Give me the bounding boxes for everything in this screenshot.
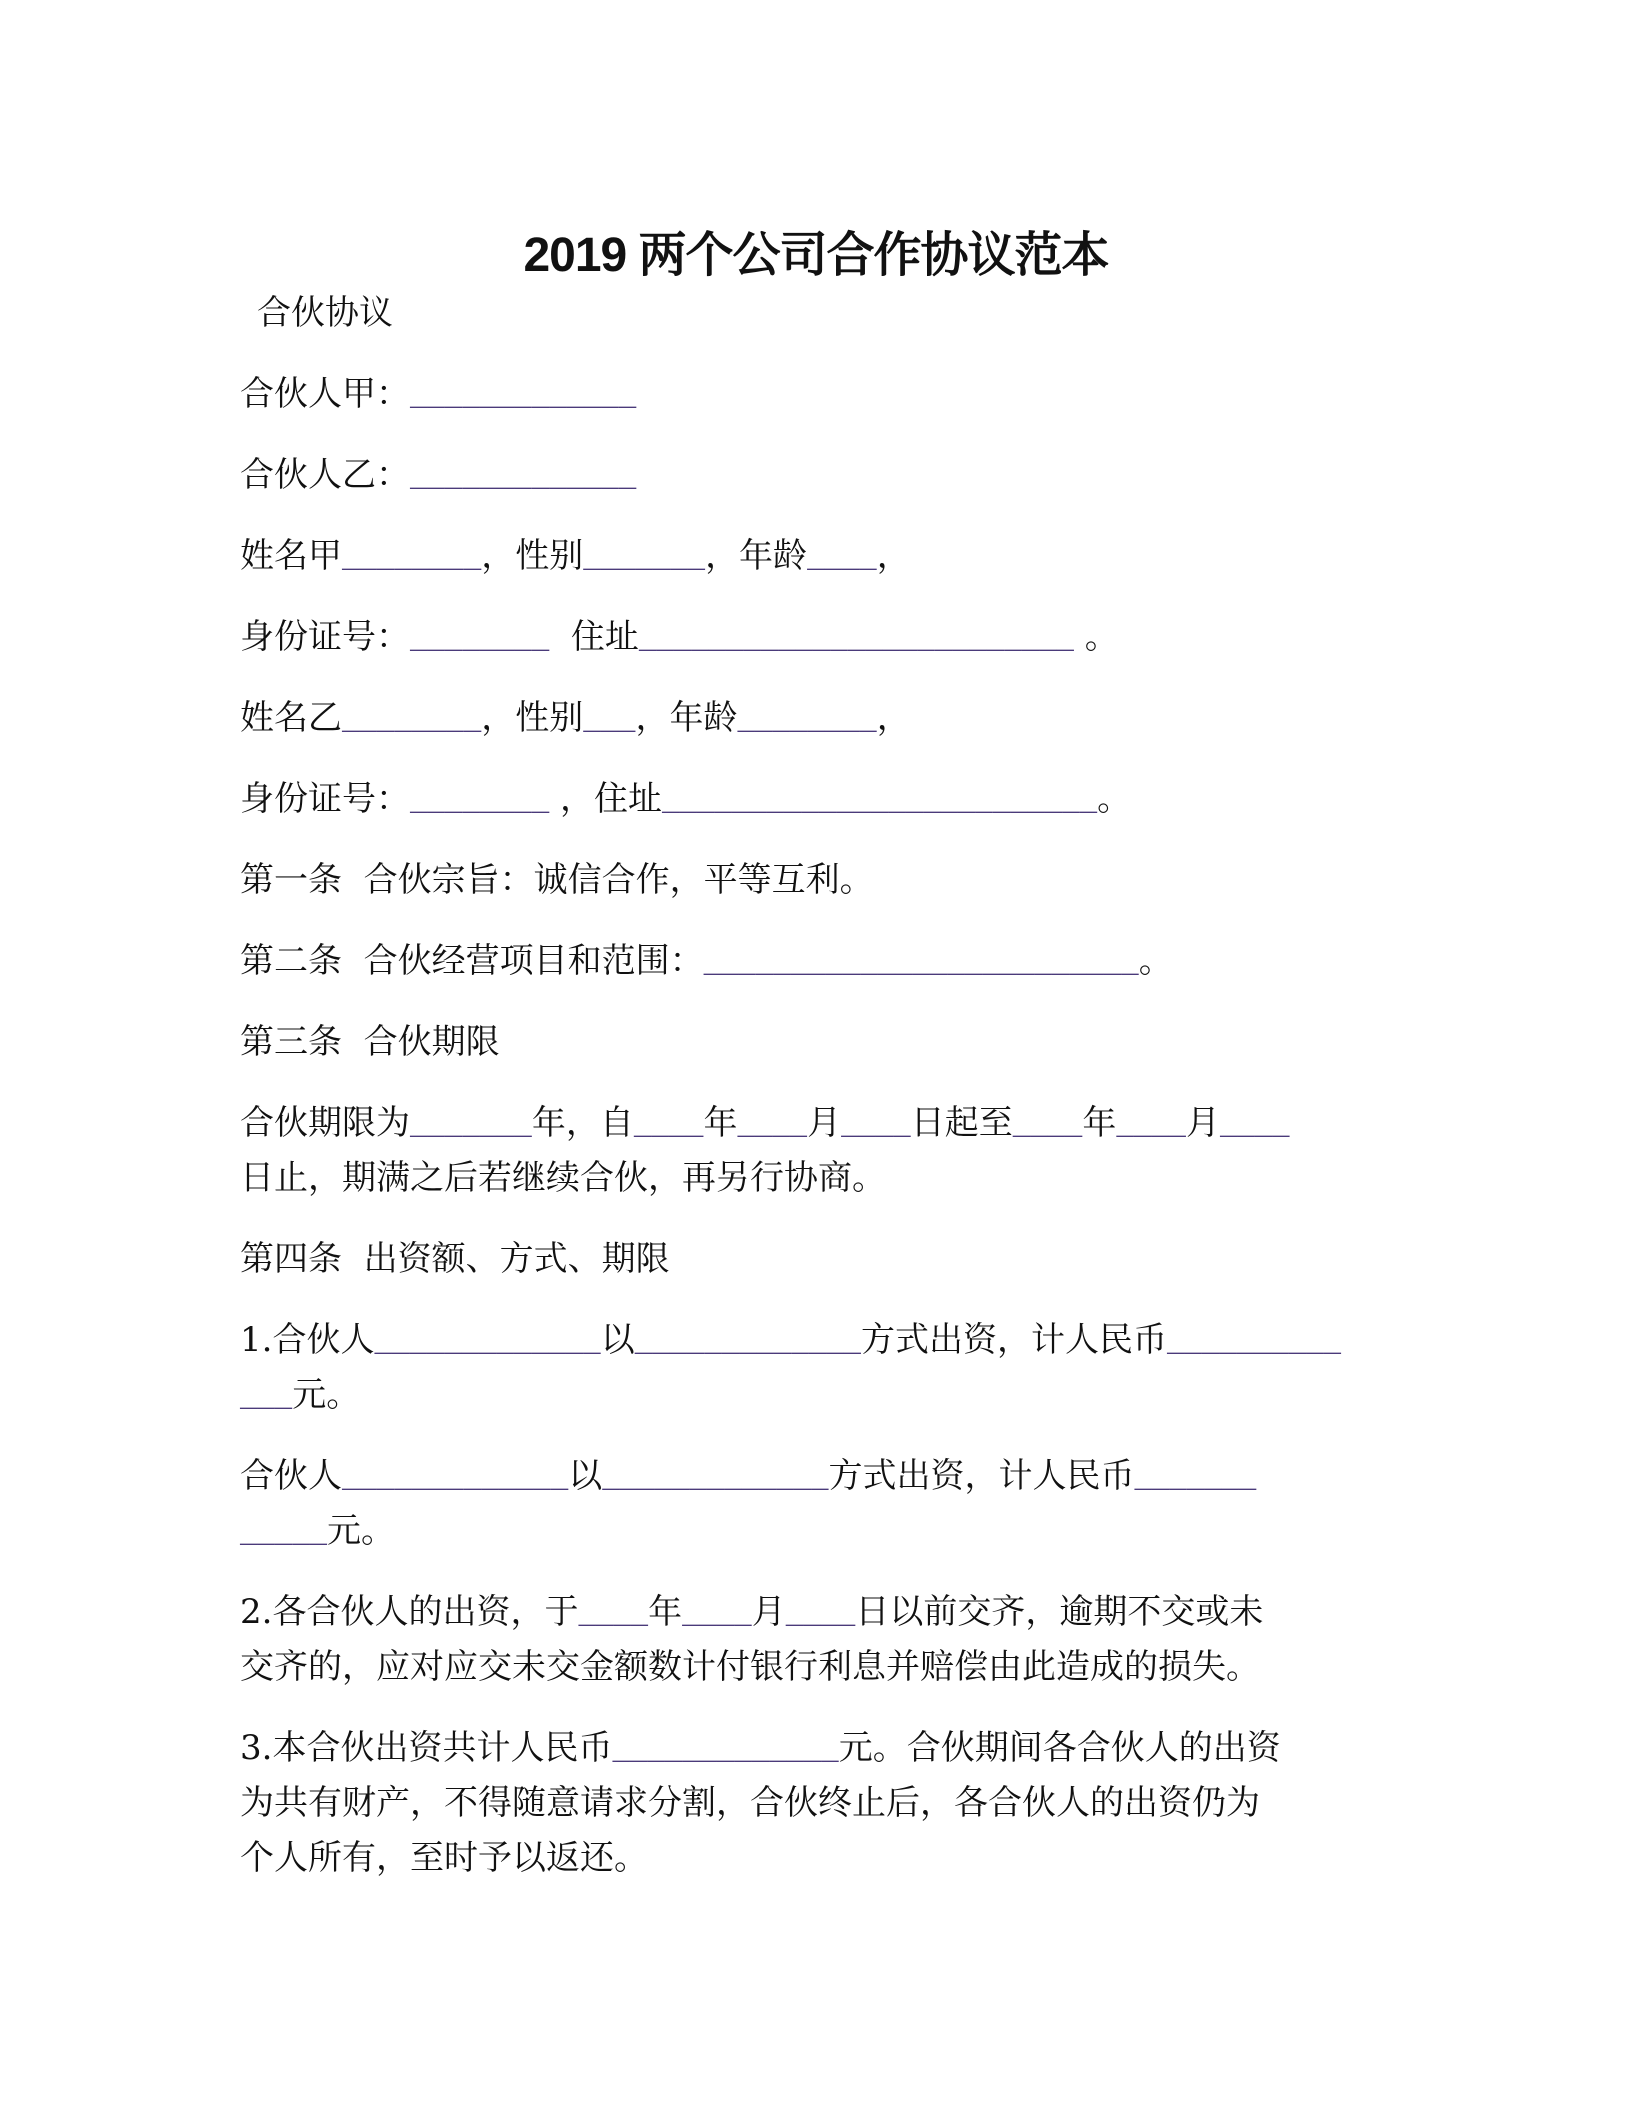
text-segment: 方式出资，计人民币 bbox=[860, 1320, 1167, 1360]
text-line bbox=[240, 1776, 1400, 1831]
fill-in-blank: ____ bbox=[1116, 1110, 1186, 1143]
text-line bbox=[240, 1368, 1400, 1423]
text-segment: 合伙人甲： bbox=[240, 374, 410, 414]
text-segment: ，性别 bbox=[481, 536, 584, 576]
text-segment: 年 bbox=[703, 1103, 738, 1143]
text-segment: 第三条 合伙期限 bbox=[240, 1022, 500, 1062]
text-segment: ，住址 bbox=[549, 779, 663, 819]
fill-in-blank: ____ bbox=[737, 1110, 808, 1143]
fill-in-blank: _____________ bbox=[612, 1735, 839, 1768]
fill-in-blank: ____ bbox=[633, 1110, 704, 1143]
paragraph bbox=[240, 529, 1400, 584]
text-line bbox=[240, 691, 1400, 746]
fill-in-blank: ________ bbox=[342, 705, 482, 738]
text-segment: 3.本合伙出资共计人民币 bbox=[240, 1728, 613, 1768]
fill-in-blank: ________ bbox=[342, 543, 482, 576]
paragraph bbox=[240, 772, 1400, 827]
text-line bbox=[240, 934, 1400, 989]
document-title: 2019 两个公司合作协议范本 bbox=[523, 229, 1109, 283]
fill-in-blank: ________ bbox=[737, 705, 877, 738]
text-segment: 方式出资，计人民币 bbox=[828, 1456, 1135, 1496]
fill-in-blank: __________ bbox=[1166, 1327, 1341, 1360]
fill-in-blank: ____ bbox=[807, 543, 877, 576]
fill-in-blank: _____________ bbox=[602, 1463, 829, 1496]
paragraph bbox=[240, 853, 1400, 908]
text-segment: 年，自 bbox=[531, 1103, 634, 1143]
text-segment: 个人所有，至时予以返还。 bbox=[240, 1838, 648, 1878]
text-line bbox=[240, 772, 1400, 827]
text-segment: ，性别 bbox=[481, 698, 584, 738]
text-line bbox=[240, 1313, 1400, 1368]
text-segment: 元。 bbox=[327, 1511, 396, 1551]
fill-in-blank: _______ bbox=[410, 1110, 532, 1143]
paragraph bbox=[240, 286, 1400, 341]
text-line bbox=[240, 1096, 1400, 1151]
text-segment: 身份证号： bbox=[240, 779, 410, 819]
text-line bbox=[240, 1640, 1400, 1695]
text-segment: ，年龄 bbox=[705, 536, 808, 576]
text-line bbox=[240, 1504, 1400, 1559]
fill-in-blank: _______ bbox=[1134, 1463, 1257, 1496]
text-segment: 年 bbox=[1082, 1103, 1117, 1143]
text-line bbox=[240, 1151, 1400, 1206]
paragraph bbox=[240, 448, 1400, 503]
fill-in-blank: ____ bbox=[785, 1599, 856, 1632]
text-segment: 以 bbox=[600, 1320, 635, 1360]
text-segment: 合伙人乙： bbox=[240, 455, 410, 495]
text-line bbox=[240, 529, 1400, 584]
text-line bbox=[240, 1585, 1400, 1640]
fill-in-blank: ____ bbox=[1219, 1110, 1290, 1143]
text-segment: ，年龄 bbox=[635, 698, 738, 738]
fill-in-blank: ____ bbox=[1012, 1110, 1083, 1143]
text-line bbox=[240, 1015, 1400, 1070]
paragraph bbox=[240, 1585, 1400, 1695]
text-segment: 1.合伙人 bbox=[240, 1320, 375, 1360]
text-line bbox=[240, 1831, 1400, 1886]
fill-in-blank: _________________________ bbox=[638, 624, 1074, 657]
document-body bbox=[240, 286, 1400, 1912]
paragraph bbox=[240, 610, 1400, 665]
fill-in-blank: ____ bbox=[841, 1110, 911, 1143]
text-segment: 元。合伙期间各合伙人的出资 bbox=[838, 1728, 1281, 1768]
text-segment: 第二条 合伙经营项目和范围： bbox=[240, 941, 704, 981]
text-segment: ， bbox=[876, 698, 911, 738]
text-segment: 。 bbox=[1097, 779, 1132, 819]
text-segment: 日止，期满之后若继续合伙，再另行协商。 bbox=[240, 1158, 886, 1198]
text-segment: 年 bbox=[648, 1592, 683, 1632]
text-segment: ， bbox=[876, 536, 911, 576]
text-segment: 交齐的，应对应交未交金额数计付银行利息并赔偿由此造成的损失。 bbox=[240, 1647, 1260, 1687]
text-segment: 姓名甲 bbox=[240, 536, 342, 576]
paragraph bbox=[240, 1721, 1400, 1886]
text-line bbox=[240, 1721, 1400, 1776]
text-segment: 姓名乙 bbox=[240, 698, 342, 738]
fill-in-blank: ___ bbox=[583, 705, 636, 738]
fill-in-blank: _____________ bbox=[410, 462, 637, 495]
fill-in-blank: _____________ bbox=[374, 1327, 601, 1360]
text-line bbox=[257, 286, 1400, 341]
fill-in-blank: _____________ bbox=[410, 381, 637, 414]
text-segment: 。 bbox=[1073, 617, 1119, 657]
text-segment: 第一条 合伙宗旨：诚信合作，平等互利。 bbox=[240, 860, 874, 900]
text-segment: 日起至 bbox=[910, 1103, 1013, 1143]
text-segment: 日以前交齐，逾期不交或未 bbox=[855, 1592, 1264, 1632]
fill-in-blank: _____________ bbox=[342, 1463, 569, 1496]
text-segment: 月 bbox=[807, 1103, 842, 1143]
text-segment: 合伙人 bbox=[240, 1456, 342, 1496]
text-line bbox=[240, 610, 1400, 665]
fill-in-blank: ____ bbox=[578, 1599, 649, 1632]
text-segment: 月 bbox=[751, 1592, 786, 1632]
paragraph bbox=[240, 1015, 1400, 1070]
text-line bbox=[240, 367, 1400, 422]
paragraph bbox=[240, 1313, 1400, 1423]
text-segment: 住址 bbox=[549, 617, 639, 657]
fill-in-blank: _________________________ bbox=[662, 786, 1098, 819]
fill-in-blank: ____ bbox=[682, 1599, 752, 1632]
text-segment: 为共有财产，不得随意请求分割，合伙终止后，各合伙人的出资仍为 bbox=[240, 1783, 1260, 1823]
paragraph bbox=[240, 1449, 1400, 1559]
text-segment: 2.各合伙人的出资，于 bbox=[240, 1592, 579, 1632]
text-segment: 身份证号： bbox=[240, 617, 410, 657]
text-line bbox=[240, 448, 1400, 503]
fill-in-blank: ________ bbox=[410, 624, 550, 657]
text-line bbox=[240, 853, 1400, 908]
paragraph bbox=[240, 1096, 1400, 1206]
text-line bbox=[240, 1449, 1400, 1504]
fill-in-blank: _____________ bbox=[634, 1327, 861, 1360]
paragraph bbox=[240, 367, 1400, 422]
text-segment: 第四条 出资额、方式、期限 bbox=[240, 1239, 670, 1279]
text-segment: 合伙协议 bbox=[257, 293, 393, 333]
paragraph bbox=[240, 691, 1400, 746]
text-segment: 。 bbox=[1138, 941, 1173, 981]
text-segment: 元。 bbox=[292, 1375, 361, 1415]
fill-in-blank: ___ bbox=[240, 1382, 293, 1415]
fill-in-blank: _____ bbox=[240, 1518, 328, 1551]
paragraph bbox=[240, 934, 1400, 989]
text-segment: 月 bbox=[1185, 1103, 1220, 1143]
text-segment: 以 bbox=[568, 1456, 603, 1496]
paragraph bbox=[240, 1232, 1400, 1287]
fill-in-blank: _______ bbox=[583, 543, 706, 576]
text-segment: 合伙期限为 bbox=[240, 1103, 410, 1143]
fill-in-blank: ________ bbox=[410, 786, 550, 819]
fill-in-blank: _________________________ bbox=[703, 948, 1139, 981]
text-line bbox=[240, 1232, 1400, 1287]
